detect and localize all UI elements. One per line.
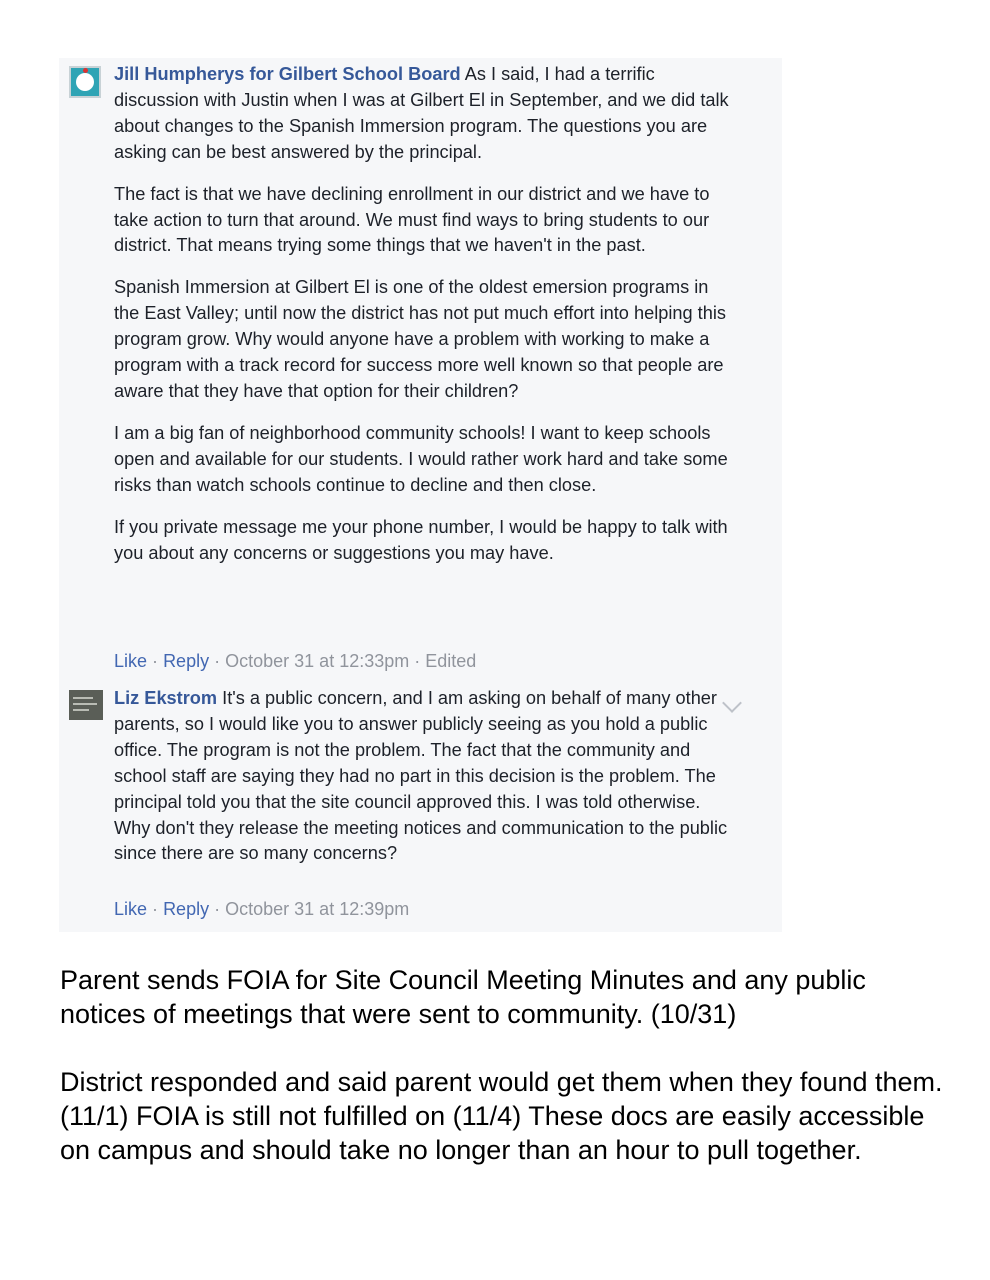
separator: ·	[214, 899, 221, 919]
avatar-photo-detail	[73, 697, 93, 699]
separator: ·	[414, 651, 421, 671]
comment-body	[114, 62, 734, 566]
like-link[interactable]: Like	[114, 651, 148, 671]
author-name-link[interactable]: Jill Humpherys for Gilbert School Board	[114, 64, 461, 84]
separator: ·	[152, 651, 159, 671]
document-notes	[60, 963, 950, 1201]
separator: ·	[152, 899, 159, 919]
timestamp-link[interactable]: October 31 at 12:39pm	[225, 899, 410, 919]
reply-link[interactable]: Reply	[163, 899, 210, 919]
like-link[interactable]: Like	[114, 899, 148, 919]
comment-paragraph	[114, 686, 734, 867]
comment-text: It's a public concern, and I am asking on behalf of many other parents, so I would like you to answer publicly seeing as you hold a public office. The program is not the problem. The fact that the community and school staff are saying they had no part in this decision is the problem. The principal told you that the site council approved this. I was told otherwise. Why don't they release the meeting notices and communication to the public since there are so many concerns?	[114, 688, 728, 864]
avatar-logo-mark	[76, 73, 94, 91]
campaign-logo-avatar[interactable]	[69, 66, 101, 98]
comment-body	[114, 686, 734, 867]
timestamp-link[interactable]: October 31 at 12:33pm	[225, 651, 410, 671]
avatar-logo-accent	[83, 68, 88, 73]
comment-text: As I said, I had a terrific discussion with Justin when I was at Gilbert El in September, and we did talk about changes to the Spanish Immersion program. The questions you are asking can be best answered by the principal.	[114, 64, 729, 162]
comment-thread-screenshot	[59, 58, 782, 932]
avatar-photo-detail	[73, 703, 97, 705]
comment-paragraph: Spanish Immersion at Gilbert El is one of the oldest emersion programs in the East Valley; until now the district has not put much effort into helping this program grow. Why would anyone have a problem with working to make a program with a track record for success more well known so that people are aware that they have that option for their children?	[114, 277, 726, 401]
reply-link[interactable]: Reply	[163, 651, 210, 671]
comment-paragraph: I am a big fan of neighborhood community schools! I want to keep schools open and available for our students. I would rather work hard and take some risks than watch schools continue to decline and then close.	[114, 422, 728, 495]
note-paragraph: Parent sends FOIA for Site Council Meeting Minutes and any public notices of meetings that were sent to community. (10/31)	[60, 965, 866, 1029]
separator: ·	[214, 651, 221, 671]
edited-label[interactable]: Edited	[425, 651, 477, 671]
comment-paragraph	[114, 62, 734, 166]
comment-meta	[114, 651, 476, 672]
comment-paragraph: The fact is that we have declining enrollment in our district and we have to take action to turn that around. We must find ways to bring students to our district. That means trying some things that we haven't in the past.	[114, 183, 710, 256]
comment-paragraph: If you private message me your phone number, I would be happy to talk with you about any concerns or suggestions you may have.	[114, 516, 728, 563]
note-paragraph: District responded and said parent would get them when they found them. (11/1) FOIA is still not fulfilled on (11/4) These docs are easily accessible on campus and should take no longer than an hour to pull together.	[60, 1067, 943, 1165]
user-photo-avatar[interactable]	[69, 690, 103, 720]
comment-meta	[114, 899, 409, 920]
author-name-link[interactable]: Liz Ekstrom	[114, 688, 218, 708]
avatar-photo-detail	[73, 709, 89, 711]
